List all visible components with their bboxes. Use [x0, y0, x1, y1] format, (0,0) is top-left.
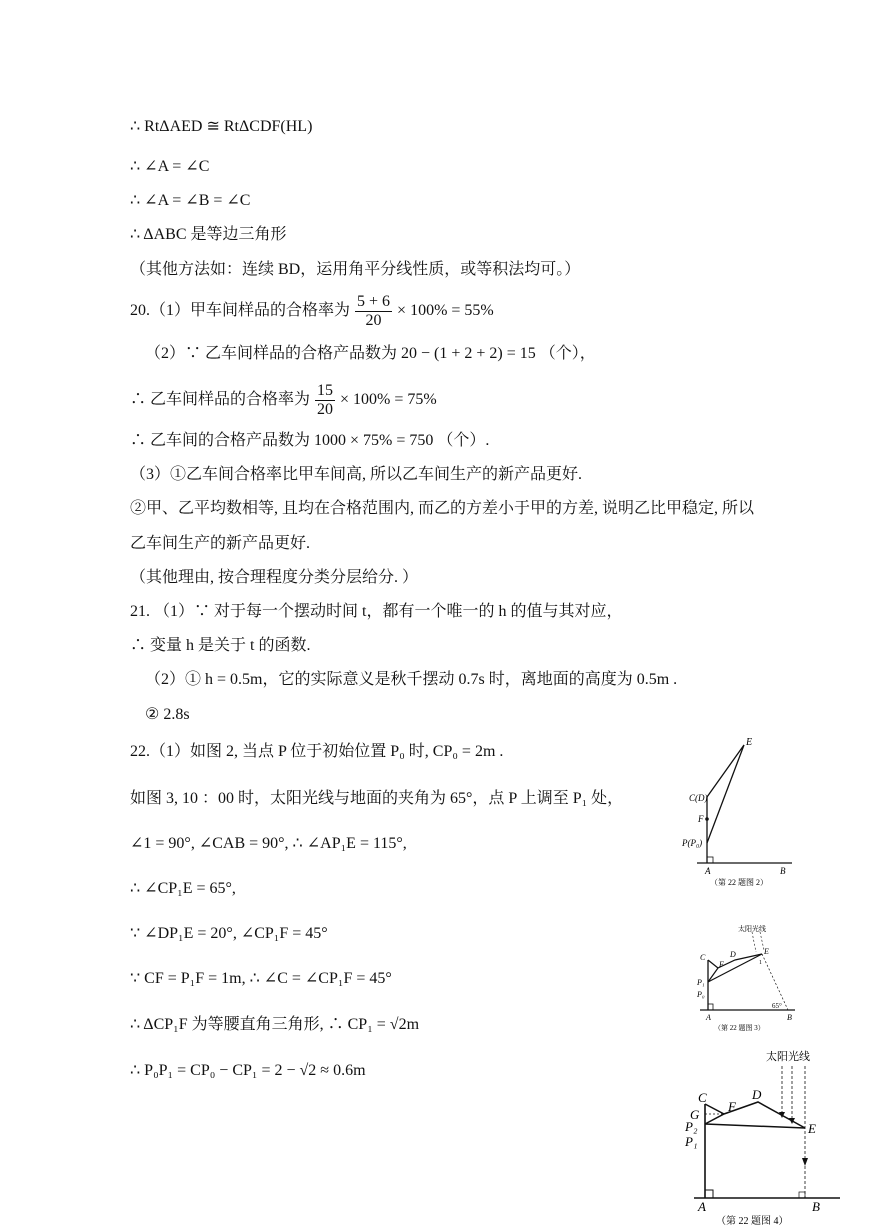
fig3-label-b: B	[787, 1013, 792, 1022]
q22-line-4: ∴ ∠CP₁E = 65°,	[130, 880, 236, 897]
note-other-methods: （其他方法如：连续 BD，运用角平分线性质，或等积法均可。）	[130, 261, 581, 278]
fig2-label-b: B	[780, 866, 786, 876]
q20-fraction-denominator: 20	[365, 312, 382, 329]
fig2-label-a: A	[705, 866, 711, 876]
fig4-label-f: F	[728, 1099, 736, 1114]
q20-rate-result: × 100% = 75%	[340, 391, 437, 409]
q20-part1-text: 20.（1）甲车间样品的合格率为	[130, 302, 351, 320]
q20-fraction-numerator: 5 + 6	[357, 293, 391, 310]
q20-part3-3: 乙车间生产的新产品更好.	[130, 535, 311, 552]
q20-part2: （2）∵ 乙车间样品的合格产品数为 20 − (1 + 2 + 2) = 15 （个），	[145, 345, 596, 362]
fig2-label-e: E	[746, 737, 753, 748]
q20-note: （其他理由, 按合理程度分类分层给分. ）	[130, 569, 419, 586]
fig4-label-sun: 太阳光线	[766, 1051, 810, 1063]
fig3-label-p0: P₀	[697, 990, 705, 999]
q21-part1: 21. （1）∵ 对于每一个摆动时间 t，都有一个唯一的 h 的值与其对应，	[130, 603, 623, 620]
figure-4-diagram	[670, 1042, 855, 1228]
q22-line-8: ∴ P₀P₁ = CP₀ − CP₁ = 2 − √2 ≈ 0.6m	[130, 1062, 366, 1079]
q21-function: ∴ 变量 h 是关于 t 的函数.	[130, 637, 311, 654]
q22-part1: 22.（1）如图 2, 当点 P 位于初始位置 P₀ 时, CP₀ = 2m .	[130, 743, 504, 760]
q20-part3-1: （3）①乙车间合格率比甲车间高, 所以乙车间生产的新产品更好.	[130, 466, 583, 483]
fig4-label-d: D	[752, 1087, 762, 1102]
q20-rate-numerator: 15	[317, 382, 334, 399]
fig2-label-cd: C(D)	[689, 793, 708, 803]
fig3-label-sun: 太阳光线	[738, 925, 766, 933]
fig4-caption: （第 22 题图 4）	[716, 1216, 789, 1227]
fig3-label-f: F	[719, 960, 724, 969]
fig3-label-a: A	[706, 1013, 711, 1022]
fig3-label-one: 1	[759, 960, 762, 966]
fig4-label-p2: P₂	[685, 1119, 698, 1134]
figure-3	[690, 920, 805, 1035]
q20-rate-fraction	[315, 382, 335, 419]
fig4-label-c: C	[698, 1090, 707, 1105]
q22-line-7: ∴ ΔCP₁F 为等腰直角三角形, ∴ CP₁ = √2m	[130, 1016, 420, 1033]
figure-3-diagram	[690, 920, 805, 1035]
q20-part1	[130, 293, 494, 330]
fig4-label-g: G	[690, 1107, 700, 1122]
fig3-label-d: D	[730, 950, 736, 959]
fig2-label-p: P(P₀)	[682, 838, 703, 848]
q22-line-3: ∠1 = 90°, ∠CAB = 90°, ∴ ∠AP₁E = 115°,	[130, 835, 407, 852]
fig2-caption: （第 22 题图 2）	[710, 878, 768, 887]
q20-rate	[130, 382, 437, 419]
q21-part2-2: ② 2.8s	[145, 706, 190, 723]
q22-line-6: ∵ CF = P₁F = 1m, ∴ ∠C = ∠CP₁F = 45°	[130, 970, 392, 987]
fig4-label-p1: P₁	[685, 1134, 698, 1149]
q20-count: ∴ 乙车间的合格产品数为 1000 × 75% = 750 （个）.	[130, 432, 490, 449]
q21-part2-1: （2）① h = 0.5m，它的实际意义是秋千摆动 0.7s 时，离地面的高度为 0.5m .	[145, 671, 678, 688]
fig3-label-angle: 65°	[772, 1002, 782, 1010]
proof-line-2: ∴ ∠A = ∠C	[130, 158, 210, 175]
q20-fraction	[355, 293, 392, 330]
q20-part3-2: ②甲、乙平均数相等, 且均在合格范围内, 而乙的方差小于甲的方差, 说明乙比甲稳定, 所以	[130, 500, 755, 517]
fig3-label-e: E	[764, 947, 769, 956]
q20-rate-text: ∴ 乙车间样品的合格率为	[130, 391, 311, 409]
figure-4	[670, 1042, 855, 1228]
q20-rate-denominator: 20	[317, 401, 334, 418]
proof-line-3: ∴ ∠A = ∠B = ∠C	[130, 192, 251, 209]
q20-part1-result: × 100% = 55%	[397, 302, 494, 320]
figure-2	[672, 735, 802, 890]
fig4-label-b: B	[812, 1199, 820, 1214]
proof-line-4: ∴ ΔABC 是等边三角形	[130, 226, 287, 243]
fig3-label-c: C	[700, 953, 706, 962]
fig4-label-a: A	[698, 1199, 706, 1214]
figure-2-diagram	[672, 735, 802, 890]
fig2-label-f: F	[698, 814, 704, 824]
q22-line-2: 如图 3, 10 ：00 时，太阳光线与地面的夹角为 65°，点 P 上调至 P₁ 处，	[130, 790, 624, 807]
fig3-caption: （第 22 题图 3）	[714, 1024, 765, 1032]
proof-line-1: ∴ RtΔAED ≅ RtΔCDF(HL)	[130, 118, 313, 135]
q22-line-5: ∵ ∠DP₁E = 20°, ∠CP₁F = 45°	[130, 925, 328, 942]
fig3-label-p1: P₁	[697, 978, 705, 987]
fig4-label-e: E	[808, 1121, 816, 1136]
